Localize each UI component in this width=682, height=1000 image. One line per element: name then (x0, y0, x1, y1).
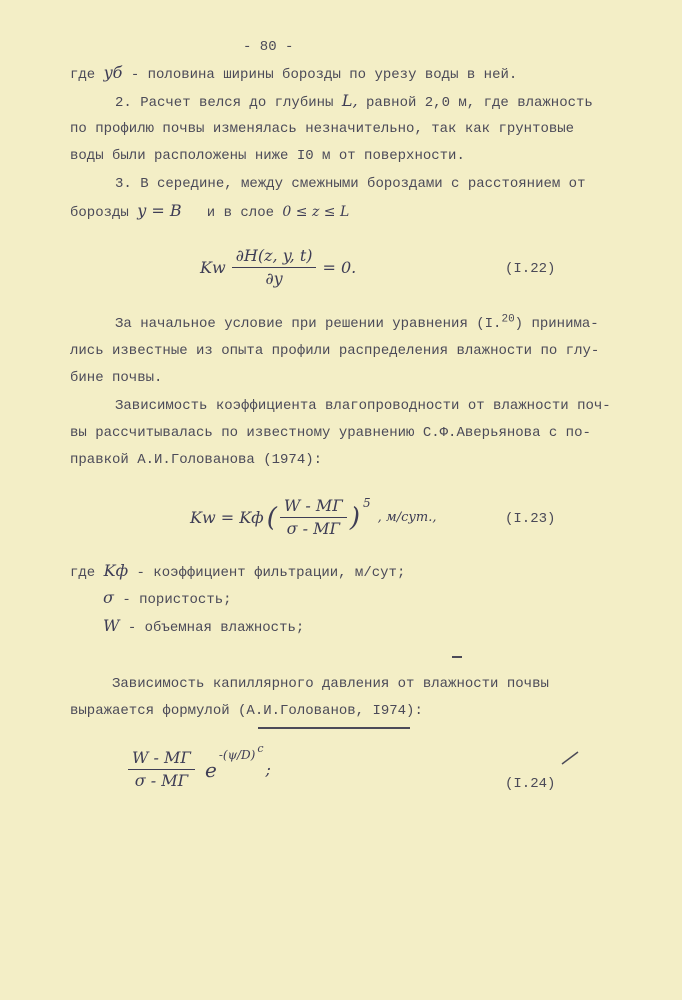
handwritten-symbol: Kф (103, 561, 129, 580)
text: - половина ширины борозды по урезу воды в ней. (122, 67, 518, 83)
text-line: бине почвы. (70, 370, 163, 386)
text-line: вы рассчитывалась по известному уравнению С.Ф.Аверьянова с по- (70, 425, 591, 441)
text-line (115, 92, 593, 112)
numerator: ∂H(z, y, t) (232, 246, 317, 268)
numerator: W - МГ (128, 748, 195, 770)
handwritten-symbol: σ (103, 588, 114, 607)
eq-lhs: Kw = Kф (190, 507, 264, 527)
text-line: по профилю почвы изменялась незначительно, так как грунтовые (70, 121, 575, 137)
paren: ( (266, 502, 277, 533)
text: ) принима- (514, 316, 599, 332)
text: где (70, 67, 104, 83)
paren: ) (349, 502, 361, 533)
eq-rhs: = 0. (322, 257, 357, 277)
text-line: 3. В середине, между смежными бороздами с расстоянием от (115, 176, 586, 192)
handwritten-symbol: y = B (137, 201, 182, 220)
text-line (70, 202, 349, 222)
page-number: - 80 - (243, 39, 294, 55)
text: - коэффициент фильтрации, м/сут; (128, 565, 406, 581)
text-line: Зависимость капиллярного давления от влажности почвы (112, 676, 549, 692)
underline-rule (258, 727, 410, 729)
eq-lhs: Kw (200, 257, 226, 277)
handwritten-symbol: yб (103, 63, 123, 82)
handwritten-symbol: 0 ≤ z ≤ L (282, 204, 350, 220)
equation-i24 (128, 742, 271, 791)
equation-number: (I.22) (505, 261, 556, 277)
exponent: c (257, 742, 264, 755)
text-line: лись известные из опыта профили распределения влажности по глу- (70, 343, 600, 359)
equation-i23 (190, 496, 437, 539)
text-line (70, 64, 517, 84)
stray-mark (452, 656, 462, 658)
text-line: выражается формулой (А.И.Голованов, I974): (70, 703, 423, 719)
text: - объемная влажность; (119, 620, 305, 636)
definition-line (103, 589, 232, 609)
text: борозды (70, 205, 138, 221)
handwritten-symbol: L, (341, 91, 358, 110)
denominator: ∂y (265, 269, 283, 288)
denominator: σ - МГ (134, 771, 189, 790)
definition-line (70, 562, 405, 582)
fraction (232, 246, 317, 289)
text-line: воды были расположены ниже I0 м от поверхности. (70, 148, 465, 164)
text: и в слое (181, 205, 283, 221)
equation-i22 (200, 246, 356, 289)
fraction (128, 748, 195, 791)
exponent: 5 (363, 496, 371, 510)
text-line: правкой А.И.Голованова (1974): (70, 452, 323, 468)
exponent: -(ψ/D) (218, 748, 256, 762)
punctuation: ; (265, 759, 271, 779)
handwritten-symbol: W (103, 616, 120, 635)
exp-base: e (205, 757, 217, 782)
unit: , м/сут., (377, 509, 437, 525)
text-line: Зависимость коэффициента влагопроводности от влажности поч- (115, 398, 611, 414)
check-mark-icon (560, 750, 580, 766)
fraction (280, 496, 347, 539)
text-line (115, 315, 599, 333)
numerator: W - МГ (280, 496, 347, 518)
superscript: 20 (501, 313, 515, 326)
denominator: σ - МГ (286, 519, 341, 538)
text: За начальное условие при решении уравнения (I. (115, 316, 502, 332)
text: - пористость; (113, 592, 232, 608)
equation-number: (I.24) (505, 776, 556, 792)
definition-line (103, 617, 304, 637)
text: где (70, 565, 104, 581)
text: 2. Расчет велся до глубины (115, 95, 342, 111)
equation-number: (I.23) (505, 511, 556, 527)
text: равной 2,0 м, где влажность (357, 95, 593, 111)
